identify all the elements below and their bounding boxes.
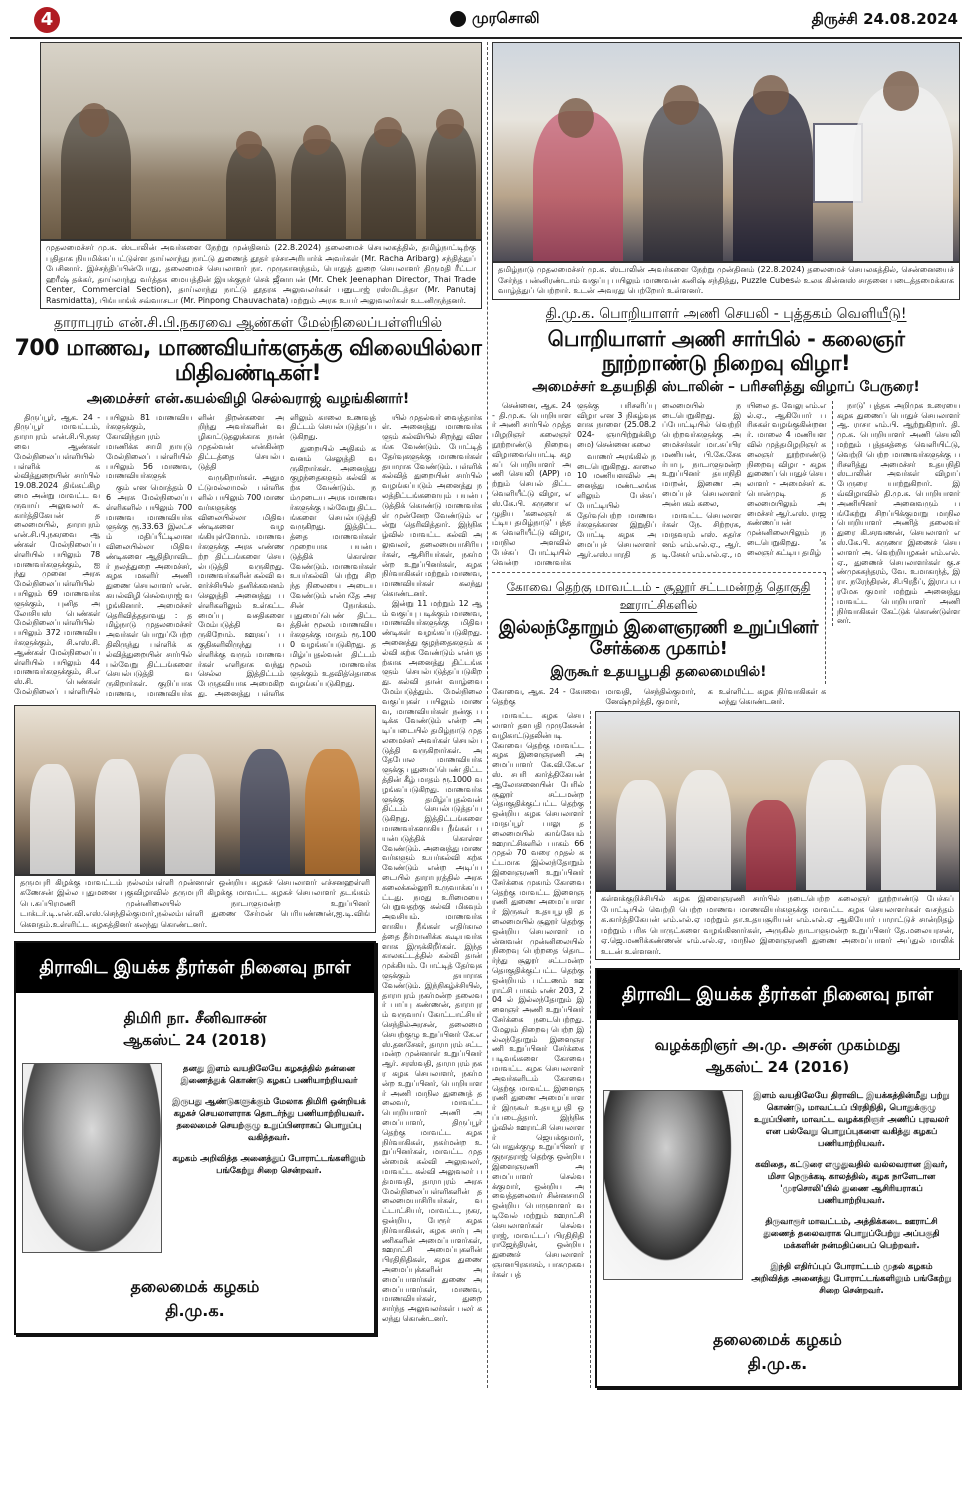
article-columns — [492, 401, 826, 568]
memorial-box-right — [595, 968, 960, 1388]
memorial-party: தி.மு.க. — [165, 1301, 225, 1321]
article-kicker: கோவை தெற்கு மாவட்டம் - சூலூர் சட்டமன்றத் தொகுதி ஊராட்சிகளில் — [506, 580, 811, 613]
memorial-bio: இந்தி எதிர்ப்புப் போராட்டம் முதல் கழகம் அறிவித்த அனைத்து போராட்டங்களிலும் பங்கேற்று சிறை சென்றவர். — [751, 1262, 952, 1297]
memorial-portrait — [603, 1090, 743, 1280]
photo-speech-competition-awards — [595, 711, 960, 891]
article-kicker: தி.மு.க. பொறியாளர் அணி செயலி - புத்தகம் வெளியீடு! — [545, 305, 907, 322]
article-column: நாடு' புத்தக அறிமுக உரையை கழக துணைப் பொதுச் செயலாளர் ஆ. ராசா எம்.பி. ஆற்றுகிறார். தி.மு.க. பொறியாளர் அணி செயலி மற்றும் புத்தகத்தை வெளியிட்டு, வெற்றி பெற்ற மாணவர்களுக்கு பரிசளித்து அமைச்சர் உதயநிதி ஸ்டாலின் அவர்கள் விழாப் பேருரை யாற்றுகிறார். இவ்விழாவில் தி.மு.க. பொறியாளர் அணியினர் அனைவரும் பங்கேற்று சிறப்பிக்குமாறு மாநில பொறியாளர் அணித் தலைவர் துரை கி.சரவணன், செயலாளர் எஸ்.கே.பி. கருணா இணைச் செயலாளர் அ. வெற்றியழகன் எம்.எல்.ஏ., துணைச் செயலாளர்கள் கு.சண்முகசுந்தரம், வே. உமாகாந்த், இரா. நரேந்திரன், சி.பிரதீப், இரா.ப.பரமேசு குமார் மற்றும் அனைத்து மாவட்ட பொறியாளர் அணி நிர்வாகிகள் கேட்டுக் கொண்டுள்ளனர். — [832, 401, 960, 626]
masthead — [450, 9, 540, 29]
article-column: துறையில் அதிகம் கவனம் செலுத்தி வருகிறார்கள். அனைத்து குழந்தைகளும் கல்வி கற்க வேண்டும். நம்முடைய அரசு மாணவர்களுக்கு பல்வேறு திட்டங்களை செயல்படுத்தி வருகிறது. இத்திட்டத்தை மாணவர்கள் முறையாக பயன்படுத்திக் கொள்ள வேண்டும். மாணவர்கள் உயர்கல்வி பெற்று சிறந்த நிலையை அடைய வேண்டும் என்பதே அரசின் நோக்கம். புதுமைப்பெண் திட்டத்தின் மூலம் மாணவியர்களுக்கு மாதம் ரூ.1000 வழங்கப்படுகிறது. தமிழ்ப்புதல்வன் திட்டம் மூலம் மாணவர்களுக்கும் உதவித்தொகை வழங்கப்படுகிறது. — [290, 443, 376, 689]
photo-caption: கள்ளக்குறிச்சியில் கழக இளைஞரணி சார்பில் நடைபெற்ற கலைஞர் நூற்றாண்டு பேச்சுப் போட்டியில் வெற்றி பெற்ற மாணவ மாணவியர்களுக்கு மாவட்ட கழக செயலாளர்கள் வசந்தம் க.கார்த்திகேயன் எம்.எல்.ஏ மற்றும் தா.உதயசூரியன் எம்.எல்.ஏ ஆகியோர் பாராட்டுச் சான்றிதழ் மற்றும் பரிசு பொருட்களை வழங்கினார்கள், அருகில் நாடாளுமன்ற உறுப்பினர் தே.மலையரசன், ஏ.ஜெ.மணிக்கண்ணன் எம்.எல்.ஏ, மாநில இளைஞரணி துணை அமைப்பாளர் அப்துல் மாலிக் உடன் உள்ளனர். — [595, 891, 960, 960]
memorial-bio: கழகம் அறிவித்த அனைத்துப் போராட்டங்களிலும் பங்கேற்று சிறை சென்றவர். — [172, 1154, 366, 1177]
article-subheadline: அமைச்சர் உதயநிதி ஸ்டாலின் – பரிசளித்து விழாப் பேருரை! — [532, 378, 920, 395]
left-article-main — [14, 413, 376, 1336]
article-headline: 700 மாணவ, மாணவியர்களுக்கு விலையில்லா மிதிவண்டிகள்! — [14, 336, 482, 387]
kovai-article-box — [492, 572, 826, 683]
memorial-name: வழக்கறிஞர் அ.மு. அசன் முகம்மது — [654, 1036, 901, 1055]
edition-date: திருச்சி 24.08.2024 — [811, 10, 958, 28]
left-half — [14, 42, 482, 1335]
right-half — [487, 42, 960, 1388]
photo-cm-meeting-thai-consul — [40, 42, 482, 240]
photo-caption: தருமபுரி கிழக்கு மாவட்டம் நல்லம்பள்ளி முன்னாள் ஒன்றிய கழகச் செயலாளர் எச்சனஹள்ளி கணேசன் இல்ல புதுமனை புகுவிழாவில் தருமபுரி கிழக்கு மாவட்ட கழகச் செயலாளர் தடங்கம் பெ.சுப்பிரமணி முன்னிலையில் நாடாளுமன்ற உறுப்பினர் டாக்டர்.டி.என்.வி.எஸ்.செந்தில்குமார்,நல்லம்பள்ளி துணை சேர்மன் பெரியண்ணன்,ஐ.டி.விங் கௌதம்.உள்ளிட்ட கழகத்தினர் கலந்து கொண்டனர். — [14, 875, 376, 934]
memorial-bio: திருவாரூர் மாவட்டம், அத்திக்கடை ஊராட்சி துணைத் தலைவராக பொறுப்பேற்று அப்பகுதி மக்களின் நன்மதிப்பைப் பெற்றவர். — [763, 1217, 940, 1252]
memorial-box-left — [14, 941, 376, 1335]
article-column: மாவட்ட கழக செயலாளர் தளபதி முருகேசன் வழிகாட்டுதலின்படி கோவை தெற்கு மாவட்ட கழக இளைஞரணி அமைப்பாளர் கே.வி.கே.எஸ். சபரி கார்த்திகேயன் ஆலோசனையின் பேரில் சூலூர் சட்டமன்ற தொகுதிக்குட்பட்ட தெற்கு ஒன்றிய கழக செயலாளர் மாதப்பூர் பாலு தலைமையில் காங்கேயம் ஊராட்சிகளில் பாகம் 66 முதல் 70 வரை முதல் கட்டமாக இல்லந்தோறும் இளைஞரணி உறுப்பினர் சேர்க்கை முகாம் கோவை தெற்கு மாவட்ட இளைஞரணி துணை அமைப்பாளர் இருகூர் உதயபூபதி தலைமையில் சூலூர் தெற்கு ஒன்றிய செயலாளர் மன்னவன் முன்னிலையில் நிறைவு பெற்றதை தொடர்ந்து சூலூர் சட்டமன்ற தொகுதிக்குட்பட்ட தெற்கு ஒன்றியம் பட்டணம் ஊராட்சி பாகம் எண் 203, 204 ல் இல்லந்தோறும் இளைஞர் அணி உறுப்பினர் சேர்க்கை நடைபெற்றது. மேலும் நிறைவு பெற்ற இல்லந்தோறும் இளைஞரணி உறுப்பினர் சேர்க்கை படிவங்களை கோவை மாவட்ட கழக செயலாளர் அவர்களிடம் கோவை தெற்கு மாவட்ட இளைஞரணி துணை அமைப்பாளர் இருகூர் உதயபூபதி ஒப்படைத்தார். இந்நிகழ்வில் ஊராட்சி செயலாளர் ஜெயக்குமார், பொதுக்குழு உறுப்பினர் ரகுநாதராஜ் தெற்கு ஒன்றிய இளைஞரணி அமைப்பாளர் செல்வக்குமார், ஒன்றிய அவைத்தலைவர் சின்னசாமி ஒன்றிய பொருளாளர் வடிவேல் மற்றும் ஊராட்சி செயலாளர்கள் செல்வராஜ், மாவட்டப் பிரதிநிதி ராஜேந்திரன், ஒன்றிய துணைச் செயலாளர் ஞானபிரகாசம், பாகமுகவர்கள் பத் — [492, 711, 584, 1279]
memorial-date: ஆகஸ்ட் 24 (2018) — [123, 1031, 267, 1050]
memorial-banner: திராவிட இயக்க தீரர்கள் நினைவு நாள் — [597, 970, 958, 1020]
memorial-portrait — [22, 1063, 162, 1253]
memorial-party: தி.மு.க. — [747, 1354, 808, 1374]
article-column: வாணர் அரங்கில் நடைபெறுகிறது. காலை 10 மணியளவில் அனைத்து மண்டலங்களிலும் பேச்சுப் போட்டியில் தேர்வுபெற்ற மாணவர்களுக்கான இறுதிப் போட்டி கழக அமைப்புச் செயலாளர் ஆர்.எஸ்.பாரதி தலைமையில் நடைபெறுகிறது. இப்போட்டியில் வெற்றி பெற்றவர்களுக்கு அமைச்சர்கள் மா.சுப்பிரமணியன், பி.கே.சேகர்பாபு, நாடாளுமன்ற உறுப்பினர் தயாநிதி மாறன், இணை அமைப்புச் செயலாளர் அன்பகம் கலை, — [577, 400, 741, 559]
article-headline: இல்லந்தோறும் இளைஞரணி உறுப்பினர் சேர்க்கை முகாம்! — [498, 617, 819, 660]
article-column: உள்ளிட்ட கழக நிர்வாகிகள் கலந்து கொண்டனர். — [718, 686, 826, 706]
right-lower-block — [590, 711, 960, 1388]
paper-name: முரசொலி — [472, 9, 540, 27]
memorial-bio: இருபது ஆண்டுகளுக்கும் மேலாக திமிரி ஒன்றியக் கழகச் செயலாளராக தொடர்ந்து பணியாற்றியவர். தலைமைச் செயற்குழு உறுப்பினராகப் பொறுப்பு வகித்தவர். — [172, 1097, 366, 1144]
article-column: கோவை, ஆக. 24 - கோவை தெற்கு — [492, 686, 600, 706]
article-subheadline: இருகூர் உதயபூபதி தலைமையில்! — [550, 663, 767, 680]
article-long-column — [382, 413, 482, 1324]
article-kicker: தாராபுரம் என்.சி.பி.நகரவை ஆண்கள் மேல்நிலைப்பள்ளியில் — [54, 315, 442, 331]
right-article-main — [492, 401, 826, 707]
article-column: சென்னை, ஆக. 24 - தி.மு.க. பொறியாளர் அணி சார்பில் முத்தமிழறிஞர் கலைஞர் நூற்றாண்டு நிறைவு விழாவையொட்டி கழகப் பொறியாளர் அணி செயலி (APP) மற்றும் செயல் திட்ட வெளியீட்டு விழா, எஸ்.கே.பி. கருணா எழுதிய 'கலைஞர் கட்டிய தமிழ்நாடு' புத்தக வெளியீட்டு விழா, மாநில அளவில் பேச்சுப் போட்டியில் வென்ற மாணவர்களுக்கு பரிசளிப்பு விழா என 3 நிகழ்வுகளாக நாளை (25.08.2024- ஞாயிற்றுக்கிழமை) சென்னை கலை — [492, 400, 656, 567]
article-columns — [14, 413, 376, 699]
photo-caption: தமிழ்நாடு முதலமைச்சர் மு.க. ஸ்டாலின் அவர்களை நேற்று முன்தினம் (22.8.2024) தலைமைச் செயலகத்தில், சென்னையைச் சேர்ந்த பன்னிரண்டாம் வகுப்பு பயிலும் மாணவன் கனிஷ் சந்தித்து, Puzzle Cubesல் உலக கின்னஸ் சாதனை படைத்தமைக்காக வாழ்த்துப் பெற்றார். உடன் அவரது பெற்றோர் உள்ளனர். — [492, 262, 960, 300]
article-column: திருப்பூர், ஆக. 24 - திருப்பூர் மாவட்டம், தாராபுரம் என்.சி.பி.நகரவை ஆண்கள் மேல்நிலைப்பள்ளியில் பள்ளிக் கல்வித்துறையின் சார்பில் 19.08.2024 திங்கட்கிழமை அன்று மாவட்ட வருவாய் அலுவலர் க.கார்த்திகேயன் தலைமையில், தாராபுரம் என்.சி.பி.நகரவை ஆண்கள் மேல்நிலைப்பள்ளியில் பயிலும் 78 மாணவர்களுக்கும், ஐந்து முனை அரசு மேல்நிலைப்பள்ளியில் பயிலும் 69 மாணவர்களுக்கும், புனித அலோசியஸ் பெண்கள் மேல்நிலைப்பள்ளியில் பயிலும் 372 மாணவியர்களுக்கும், சி.எஸ்.சி. ஆண்கள் மேல்நிலைப்பள்ளியில் பயிலும் 44 மாணவர்களுக்கும், சி.எஸ்.சி. பெண்கள் மேல்நிலைப் பள்ளியில் பயிலும் 81 மாணவியர்களுக்கும், கோவிந்தாபுரம் மாணிக்க சாமி நாயுடு மேல்நிலைப் பள்ளியில் பயிலும் 56 மாணவ, மாணவியர்களுக் — [14, 412, 192, 696]
memorial-signoff: தலைமைக் கழகம் — [130, 1277, 260, 1297]
memorial-bio: தனது இளம் வயதிலேயே கழகத்தில் தன்னை இணைத்துக் கொண்டு கழகப் பணியாற்றியவர் — [180, 1064, 358, 1087]
article-column: யில் முதல்வர் வைத்தார்கள். அனைத்து மாணவர்களும் கல்வியில் சிறந்து விளங்க வேண்டும். போட்டித் தேர்வுகளுக்கு மாணவர்கள் தயாராக வேண்டும். பள்ளிக் கல்வித் துறையின் சார்பில் வழங்கப்படும் அனைத்து நலத்திட்டங்களையும் பயன்படுத்திக் கொண்டு மாணவர்கள் முன்னேற வேண்டும் என்று தெரிவித்தார். இந்நிகழ்வில் மாவட்ட கல்வி அலுவலர், தலைமையாசிரியர்கள், ஆசிரியர்கள், நகர்மன்ற உறுப்பினர்கள், கழக நிர்வாகிகள் மற்றும் மாணவ, மாணவியர்கள் கலந்து கொண்டனர். — [382, 412, 482, 598]
memorial-bio: கவிதை, கட்டுரை எழுதுவதில் வல்லவரான இவர், மிசா நெருக்கடி காலத்தில், கழக நாளேடான 'முரசொலி'யில் துணை ஆசிரியராகப் பணியாற்றியவர். — [755, 1160, 948, 1207]
article-column: மாவதி, செந்தில்குமார், கனேஷ்மூர்த்தி, குமார், — [605, 686, 713, 706]
photo-housewarming-event — [14, 705, 376, 875]
article-column: கும் என மொத்தம் 06 அரசு மேல்நிலைப்பள்ளிகளில் பயிலும் 700 மாணவ மாணவியர்களுக்கு ரூ.33.63 இலட்சம் மதிப்பீட்டிலான விலையில்லா மிதிவண்டிகளை ஆதிதிராவிடர் நலத்துறை அமைச்சர், கழக மகளிர் அணி துணை செயலாளர் என். கயல்விழி செல்வராஜ் வழங்கினார். அமைச்சர் தெரிவித்ததாவது : தமிழ்நாடு முதலமைச்சர் அவர்கள் பொறுப்பேற்றதிலிருந்து பள்ளிக் கல்வித்துறையின் சார்பில் பல்வேறு திட்டங்களை செயல்படுத்தி வருகிறார்கள். குறிப்பாக மாணவ, மாணவியர்களின் திறன்களை அறிந்து அவர்களின் வழிகாட்டுதலுக்காக நான் முதல்வன் என்கின்ற திட்டத்தை செயல்படுத்தி — [106, 412, 284, 698]
article-subheadline: அமைச்சர் என்.கயல்விழி செல்வராஜ் வழங்கினார்! — [86, 390, 410, 407]
article-column: மாவட்ட செயலாளர்கள் நே. சிற்றரசு, மாதவரம் எஸ். சுதர்சனம் எம்.எல்.ஏ., ஆர்.டி.சேகர் எம்.எல்.ஏ., மயிலை த. வேலு எம்.எல்.ஏ., ஆகியோர் பரிசுகள் வழங்குகின்றனர். மாலை 4 மணியளவில் முத்தமிழறிஞர் கலைஞர் நூற்றாண்டு நிறைவு விழா - கழக துணைப் பொதுச் செயலாளர் - அமைச்சர் க.பொன்முடி தலைமையிலும் அமைச்சர் ஆர்.எஸ். ராஜகண்ணப்பன் முன்னிலையிலும் நடைபெறுகிறது. 'கலைஞர் கட்டிய தமிழ் — [662, 400, 826, 559]
memorial-banner: திராவிட இயக்க தீரர்கள் நினைவு நாள் — [16, 943, 374, 993]
page-number-badge: 4 — [34, 7, 60, 33]
article-headline: பொறியாளர் அணி சார்பில் - கலைஞர் நூற்றாண்டு நிறைவு விழா! — [547, 326, 905, 375]
photo-caption: முதலமைச்சர் மு.க. ஸ்டாலின் அவர்களை நேற்று முன்தினம் (22.8.2024) தலைமைச் செயலகத்தில், தமிழ்நாட்டிற்கு புதிதாக நியமிக்கப்பட்டுள்ள தாய்லாந்து நாட்டு துணைத் தூதர் ரச்சாஅரிபார்க் அவர்கள் (Mr. Racha Aribarg) சந்தித்துப் பேசினார். இச்சந்திப்பின்போது, தலைமைச் செயலாளர் நா. முருகானந்தம், பொதுத் துறை செயலாளர் திருமதி ரீட்டா ஹரீஷ் தக்கர், தாய்லாந்து வர்த்தக மையத்தின் இயக்குநர் செக் ஜீனாபன் (Mr. Chek Jeenaphan Director, Thai Trade Center, Commercial Section), தாய்லாந்து நாட்டு தூதரக அலுவலர்கள் பனுடாஜ் ரஸ்மிடத்தா (Mr. Panutaj Rasmidatta), பிங்பாங்க் சவ்வாசடா (Mr. Pinpong Chauvachata) மற்றும் அரசு உயர் அலுவலர்கள் உடனிருந்தனர். — [40, 240, 482, 309]
memorial-date: ஆகஸ்ட் 24 (2016) — [705, 1058, 850, 1077]
memorial-signoff: தலைமைக் கழகம் — [713, 1330, 842, 1350]
article-column: இன்று 11 மற்றும் 12 ஆம் வகுப்பு படிக்கும் மாணவ, மாணவியர்களுக்கு மிதிவண்டிகள் வழங்கப்படுகிறது. அனைத்து குழந்தைகளும் கல்வி கற்க வேண்டும் என்பதற்காக அனைத்து திட்டங்களும் செயல்படுத்தப்படுகிறது. கல்வி தான் வாழ்வை மேம்படுத்தும். மேல்நிலை வகுப்புகள் பயிலும் மாணவ, மாணவியர்கள் நன்கு படிக்க வேண்டும் என்ற அடிப்படையில் தமிழ்நாடு முதலமைச்சர் அவர்கள் செயல்படுத்தி வருகிறார்கள். அதேபோல மாணவியர்களுக்கு புதுமைப்பெண் திட்டத்தின் கீழ் மாதம் ரூ.1000 வழங்கப்படுகிறது. மாணவர்களுக்கு தமிழ்ப்புதல்வன் திட்டம் செயல்படுத்தப்படுகிறது. இத்திட்டங்களை மாணவர்களாகிய நீங்கள் பயன்படுத்திக் கொள்ள வேண்டும். அனைத்து மாணவர்களும் உயர்கல்வி கற்க வேண்டும் என்ற அடிப்படையில் தாராபுரத்தில் அரசு கலைக்கல்லூரி உருவாக்கப்பட்டது. நமது உரிமையை பெறுவதற்கு கல்வி மிகவும் அவசியம். மாணவர்களாகிய நீங்கள் எதிர்காலத்தை தீர்மானிக்க கூடியவர்களாக இருக்கிறீர்கள். இந்த காலகட்டத்தில் கல்வி தான் முக்கியம். போட்டித் தேர்வுகளுக்கும் தயாராக வேண்டும். இந்நிகழ்ச்சியில், தாராபுரம் நகர்மன்ற தலைவர் பாப்பு கண்ணன், தாராபுரம் வருவாய் கோட்டாட்சியர் செந்தில்அரசன், தலைமை செயற்குழு உறுப்பினர் கே.எஸ்.தனசேகர், தாராபுரம் சட்டமன்ற முன்னாள் உறுப்பினர் ஆர். சரஸ்வதி, தாராபுரம் நகர கழக செயலாளர், நகர்மன்ற உறுப்பினர், பொறியாளர் அணி மாநில துணைத் தலைவர், மாவட்ட பொறியாளர் அணி அமைப்பாளர், திருப்பூர் தெற்கு மாவட்ட கழக நிர்வாகிகள், நகர்மன்ற உறுப்பினர்கள், மாவட்ட முதன்மைக் கல்வி அலுவலர், மாவட்ட கல்வி அலுவலர் பத்மாவதி, தாராபுரம் அரசு மேல்நிலைப்பள்ளிகளின் தலைமையாசிரியர்கள், வட்டாட்சியர், மாவட்ட, நகர, ஒன்றிய, பேரூர் கழக நிர்வாகிகள், கழக சார்பு அணிகளின் அமைப்பாளர்கள், ஊராட்சி அமைப்புகளின் பிரதிநிதிகள், கழக துணை அமைப்புக்களின் அமைப்பாளர்கள் துணை அமைப்பாளர்கள், மாணவ, மாணவியர்கள், துறை சார்ந்த அலுவலர்கள் பலர் கலந்து கொண்டனர். — [382, 598, 482, 1323]
logo-icon — [450, 11, 466, 27]
header-divider — [10, 37, 962, 39]
memorial-bio: இளம் வயதிலேயே திராவிட இயக்கத்தின்மீது பற்று கொண்டு, மாவட்டப் பிரதிநிதி, பொதுக்குழு உறுப்பினர், மாவட்ட வழக்கறிஞர் அணிப் புரவலர் என பல்வேறு பொறுப்புகளை வகித்து கழகப் பணியாற்றியவர். — [753, 1091, 950, 1150]
article-column: வருகிறார்கள். அதுமட்டுமல்லாமல் பள்ளிகளில் பயிலும் 700 மாணவர்களுக்கு விலையில்லா மிதிவண்டிகளை வழங்கியுள்ளோம். மாணவர்களுக்கு அரசு எண்ணற்ற திட்டங்களை செயல்படுத்தி வருகிறது. மாணவர்களின் கல்வி வளர்ச்சியில் தனிக்கவனம் செலுத்தி அனைத்து பள்ளிகளிலும் உள்கட்டமைப்பு வசதிகளை மேம்படுத்தி வருகிறோம். ஊரகப் பகுதிகளிலிருந்து பள்ளிக்கு வரும் மாணவர்கள் எளிதாக வந்து செல்ல இத்திட்டம் பேருதவியாக அமைகிறது. அனைத்து பள்ளிகளிலும் காலை உணவுத் திட்டம் செயல்படுத்தப்படுகிறது. — [198, 412, 376, 698]
memorial-name: திமிரி நா. சீனிவாசன் — [123, 1009, 267, 1028]
photo-cm-puzzle-cube-record — [492, 42, 960, 262]
